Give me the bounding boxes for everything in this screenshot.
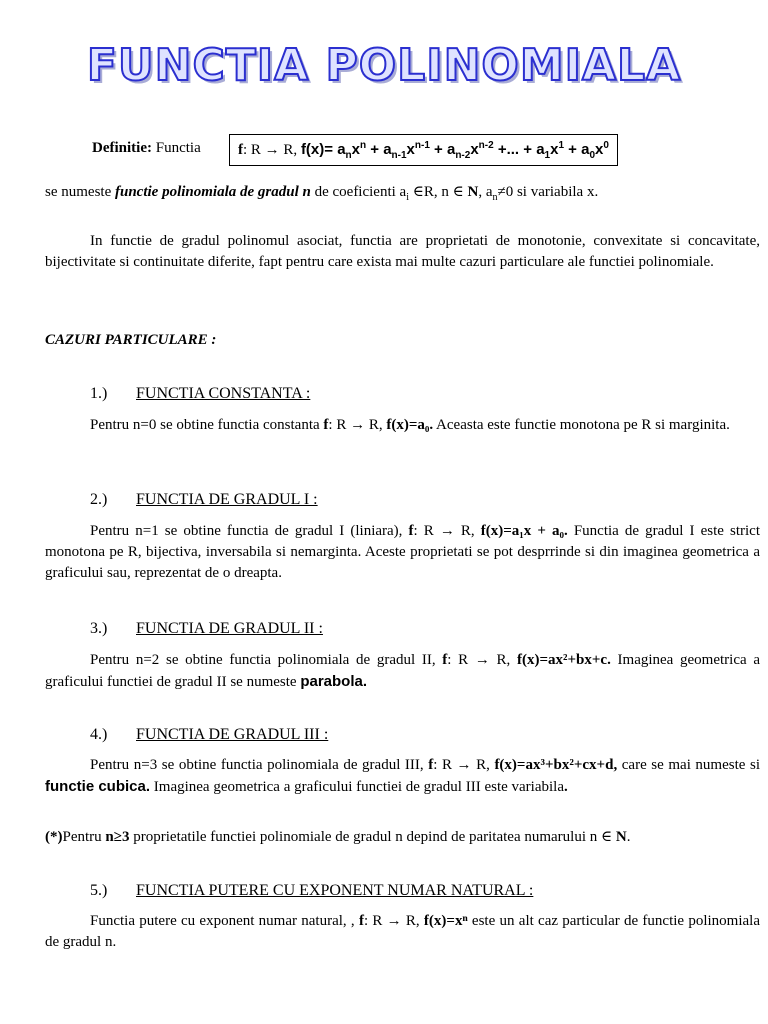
- definition-formula-box: f: R → R, $f(x)= a_nx^n + a_{n-1}x^{n-1} + a_{n-2}x^{n-2}$ +... + $a_1x^1 + a_0x^0$: [229, 134, 618, 166]
- section-text-4: Pentru n=3 se obtine functia polinomiala de gradul III, f: R → R, f(x)=ax³+bx²+cx+d, care se mai numeste si functie cubica. Imaginea geometrica a graficului functiei de gradul III este variabila.: [45, 757, 760, 795]
- definition-label: Definitie: Functia: [92, 140, 201, 156]
- definition-row: [92, 134, 752, 166]
- intro-paragraph: In functie de gradul polinomul asociat, functia are proprietati de monotonie, convexitate si concavitate, bijectivitate si continuitate diferite, fapt pentru care exista mai multe cazuri particulare ale functiei polinomiale.: [45, 233, 760, 270]
- page-title: FUNCTIA POLINOMIALA: [86, 40, 682, 91]
- section-text-3: Pentru n=2 se obtine functia polinomiala de gradul II, f: R → R, f(x)=ax²+bx+c. Imaginea geometrica a graficului functiei de gradul II se numeste parabola.: [45, 652, 760, 690]
- section-heading-3: 3.) FUNCTIA DE GRADUL II :: [90, 620, 323, 637]
- section-heading-5: 5.) FUNCTIA PUTERE CU EXPONENT NUMAR NATURAL :: [90, 882, 534, 899]
- section-text-5: Functia putere cu exponent numar natural, , f: R → R, f(x)=xⁿ este un alt caz particular de functie polinomiala de gradul n.: [45, 913, 760, 950]
- section-heading-2: 2.) FUNCTIA DE GRADUL I :: [90, 491, 318, 508]
- definition-formula: $a_nx^n + a_{n-1}x^{n-1} + a_{n-2}x^{n-2}$ +... + $a_1x^1 + a_0x^0$: [337, 140, 609, 161]
- section-heading-1: 1.) FUNCTIA CONSTANTA :: [90, 385, 311, 402]
- cases-heading: CAZURI PARTICULARE :: [45, 332, 217, 348]
- section-heading-4: 4.) FUNCTIA DE GRADUL III :: [90, 726, 329, 743]
- section-text-1: Pentru n=0 se obtine functia constanta f: R → R, f(x)=a₀. Aceasta este functie monotona pe R si marginita.: [90, 417, 730, 433]
- definition-continuation: se numeste functie polinomiala de gradul n de coeficienti $a_i$ ∈R, n ∈ N, $a_n\ne 0$ si variabila x.: [45, 184, 599, 203]
- note-paragraph: (*)Pentru n≥3 proprietatile functiei polinomiale de gradul n depind de paritatea numarului n ∈ N.: [45, 829, 631, 845]
- section-text-2: Pentru n=1 se obtine functia de gradul I (liniara), f: R → R, f(x)=a₁x + a₀. Functia de gradul I este strict monotona pe R, bijectiva, inversabila si nemarginta. Aceste proprietati se pot desprrinde si din imaginea geometrica a graficului sau, reprezentat de o dreapta.: [45, 523, 760, 581]
